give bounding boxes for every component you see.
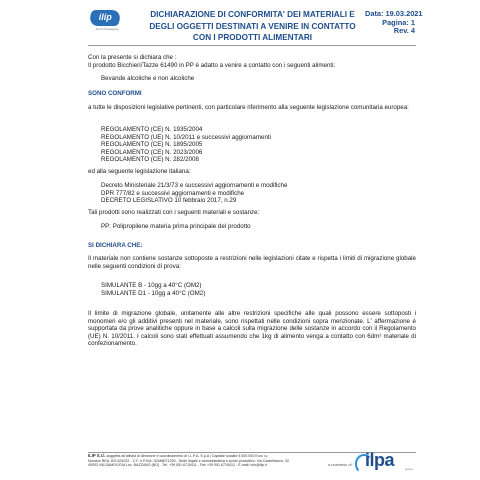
section-heading-conformi: SONO CONFORMI [88, 90, 142, 97]
ilip-logo: ilip Fresh Packaging [90, 10, 120, 32]
title-line: CON I PRODOTTI ALIMENTARI [192, 33, 313, 42]
footer-line: Numero REA: BO-524037 - C.F. e P.IVA: 02488071200 - Sede legale e amministrativa e punto produttivo: Via Castelfranco, 32 [88, 458, 289, 463]
regulation-item: REGOLAMENTO (UE) N. 10/2011 e successivi aggiornamenti [101, 133, 271, 141]
document-meta [365, 9, 423, 36]
company-name: ILIP S.r.l. [88, 453, 106, 458]
section-heading-dichiara: SI DICHIARA CHE: [88, 242, 143, 249]
intro-line: Il prodotto Bicchieri/Tazze 61490 in PP è adatto a venire a contatto con i seguenti alimenti: [88, 61, 336, 69]
business-of-label: a business of [328, 462, 352, 467]
document-date: Data: 19.03.2021 [365, 9, 423, 18]
simulant-item: SIMULANTE B - 10gg a 40°C (OM2) [101, 282, 202, 289]
italian-legislation-intro: ed alla seguente legislazione italiana: [88, 168, 191, 175]
simulant-item: SIMULANTE D1 - 10gg a 40°C (OM2) [101, 289, 206, 297]
revision: Rev. 4 [393, 26, 415, 36]
title-line: DICHIARAZIONE DI CONFORMITA' DEI MATERIALI E [150, 10, 355, 19]
intro-line: Con la presente si dichiara che : [88, 54, 177, 61]
regulation-item: REGOLAMENTO (CE) N. 1935/2004 [101, 126, 203, 133]
footer-line: ILIP S.r.l. soggetta all'attività di direzione e coordinamento di I.L.P.A. S.p.A | Capitale sociale 5.000.000 Euro i.v. [88, 453, 269, 458]
food-category: Bevande alcoliche e non alcoliche [101, 75, 195, 82]
italian-law-item: DECRETO LEGISLATIVO 10 febbraio 2017, n.29 [101, 197, 237, 205]
regulation-item: REGOLAMENTO (CE) N. 1895/2005 [101, 141, 203, 149]
company-footer [88, 454, 328, 468]
regulation-item: REGOLAMENTO (CE) N. 282/2008 [101, 156, 199, 164]
header-divider [88, 45, 416, 46]
title-line: DEGLI OGGETTI DESTINATI A VENIRE IN CONTATTO [149, 21, 356, 31]
ilpa-logo: ilpa group [355, 450, 415, 474]
material-item: PP: Polipropilene materia prima principale del prodotto [101, 223, 251, 230]
migration-paragraph: Il materiale non contiene sostanze sottoposte a restrizioni nelle legislazioni citate e rispetta i limiti di migrazione globale nelle seguenti condizioni di prova: [88, 255, 416, 270]
page-number: Pagina: 1 [382, 17, 415, 27]
document-title [145, 9, 360, 44]
italian-law-item: DPR 777/82 e successivi aggiornamenti e modifiche [101, 189, 245, 197]
regulation-item: REGOLAMENTO (CE) N. 2023/2006 [101, 148, 203, 156]
materials-intro: Tali prodotti sono realizzati con i seguenti materiali e sostanze: [88, 209, 260, 216]
italian-law-item: Decreto Ministeriale 21/3/73 e successivi aggiornamenti e modifiche [101, 182, 288, 189]
eu-legislation-intro: a tutte le disposizioni legislative pertinenti, con particolare riferimento alla seguente legislazione comunitaria europea: [88, 104, 409, 111]
migration-limit-paragraph: Il limite di migrazione globale, unitamente alle altre restrizioni specifiche alle quali possono essere sottoposti i monomeri e/o gli additivi presenti nel materiale, sono rispettati nelle condizioni sopra menzionate. L' affermazione è supportata da prove analitiche oppure in base a calcoli sulla migrazione delle sostanze in accordo con il Regolamento (UE) N. 10/2011. I calcoli sono stati effettuati assumendo che 1kg di alimento venga a contatto con 6dm² materiale di confezionamento. [88, 310, 416, 348]
footer-line: 40053 VALSAMOGGIA Loc. BAZZANO (BO) - Tel. +39 051 6715411 - Fax +39 051 6715412 - E-mail: info@ilip.it [88, 463, 268, 468]
